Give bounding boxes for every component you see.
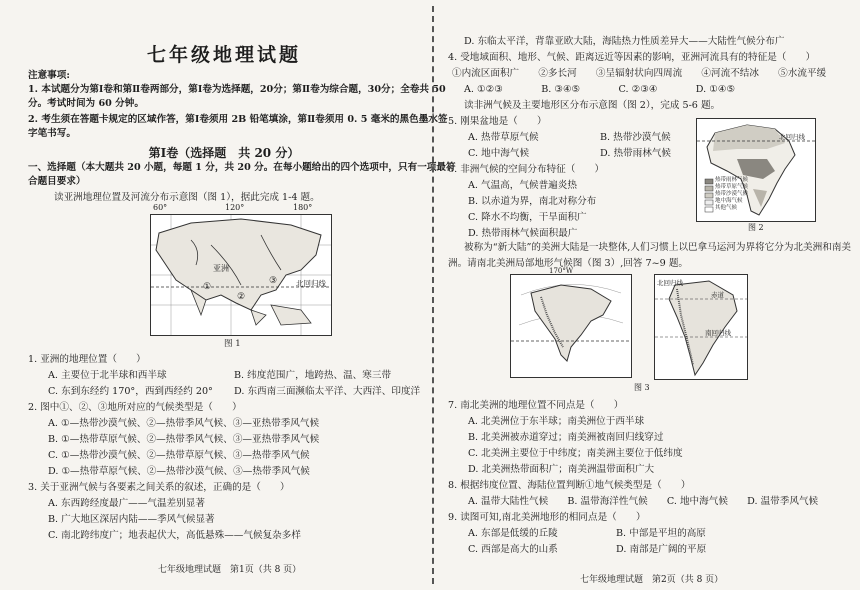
asia-map-graphic	[151, 215, 331, 335]
q2-option-d: D. ①—热带草原气候、②—热带沙漠气候、③—热带季风气候	[48, 466, 310, 477]
map3-caption: 图 3	[634, 383, 650, 392]
q2-option-a: A. ①—热带沙漠气候、②—热带季风气候、③—亚热带季风气候	[48, 418, 320, 429]
q9-stem: 9. 读图可知,南北美洲地形的相同点是（ ）	[448, 512, 646, 523]
tropic-capricorn-label: 南回归线	[705, 329, 731, 337]
page-footer: 七年级地理试题 第2页（共 8 页）	[580, 575, 724, 585]
q8-stem: 8. 根据纬度位置、海陆位置判断①地气候类型是（ ）	[448, 480, 691, 491]
q3-option-c: C. 南北跨纬度广；地表起伏大，高低悬殊——气候复杂多样	[48, 530, 301, 541]
q6-option-b: B. 以赤道为界，南北对称分布	[468, 196, 597, 207]
south-america-graphic	[655, 275, 747, 379]
page-2	[448, 0, 852, 590]
south-america-map	[654, 274, 748, 380]
map2-instruction: 读非洲气候及主要地形区分布示意图（图 2），完成 5-6 题。	[464, 100, 721, 111]
q5-option-a: A. 热带草原气候	[468, 132, 539, 143]
tropic-label: 北回归线	[296, 279, 326, 288]
q1-option-c: C. 东到东经约 170°，西到西经约 20°	[48, 386, 213, 397]
passage-line: 洲。请南北美洲局部地形气候图（图 3）,回答 7~9 题。	[448, 258, 689, 269]
q3-option-d: D. 东临太平洋，背靠亚欧大陆，海陆热力性质差异大——大陆性气候分布广	[464, 36, 785, 47]
q7-stem: 7. 南北美洲的地理位置不同点是（ ）	[448, 400, 624, 411]
q5-option-c: C. 地中海气候	[468, 148, 530, 159]
q2-option-b: B. ①—热带草原气候、②—热带季风气候、③—亚热带季风气候	[48, 434, 320, 445]
notice-line: 字笔书写。	[28, 128, 76, 139]
asia-map	[150, 203, 332, 336]
point-2: ②	[237, 292, 246, 302]
q7-option-a: A. 北美洲位于东半球；南美洲位于西半球	[468, 416, 645, 427]
tropic-cancer-label: 北回归线	[657, 279, 683, 287]
q1-option-b: B. 纬度范围广，地跨热、温、寒三带	[234, 370, 392, 381]
q1-stem: 1. 亚洲的地理位置（ ）	[28, 354, 146, 365]
q2-stem: 2. 图中①、②、③地所对应的气候类型是（ ）	[28, 402, 242, 413]
q5-stem: 5. 刚果盆地是（ ）	[448, 116, 547, 127]
notice-line: 2. 考生须在答题卡规定的区域作答，第Ⅰ卷须用 2B 铅笔填涂，第Ⅱ卷须用 0. 5 毫米的黑色墨水签	[28, 114, 448, 125]
section-title: 第Ⅰ卷（选择题 共 20 分）	[148, 146, 300, 160]
q3-option-a: A. 东西跨经度最广——气温差别显著	[48, 498, 205, 509]
q9-option-d: D. 南部是广阔的平原	[616, 544, 707, 555]
legend-item: 热带雨林气候	[715, 177, 749, 183]
notice-heading: 注意事项:	[28, 70, 70, 81]
q5-option-d: D. 热带雨林气候	[600, 148, 672, 159]
part-heading: 合题目要求）	[28, 176, 86, 187]
q1-option-a: A. 主要位于北半球和西半球	[48, 370, 167, 381]
map2-caption: 图 2	[748, 223, 764, 232]
q8-options: A. 温带大陆性气候 B. 温带海洋性气候 C. 地中海气候 D. 温带季风气候	[468, 496, 819, 507]
page-footer: 七年级地理试题 第1页（共 8 页）	[158, 565, 302, 575]
exam-title: 七年级地理试题	[146, 44, 301, 66]
q6-option-d: D. 热带雨林气候面积最广	[468, 228, 578, 239]
q5-option-b: B. 热带沙漠气候	[600, 132, 671, 143]
q2-option-c: C. ①—热带沙漠气候、②—热带草原气候、③—热带季风气候	[48, 450, 310, 461]
legend-item: 热带沙漠气候	[715, 191, 749, 197]
q7-option-c: C. 北美洲主要位于中纬度；南美洲主要位于低纬度	[468, 448, 683, 459]
notice-line: 1. 本试题分为第Ⅰ卷和第Ⅱ卷两部分，第Ⅰ卷为选择题，20分；第Ⅱ卷为综合题，30分；全卷共 50	[28, 84, 446, 95]
q3-option-b: B. 广大地区深居内陆——季风气候显著	[48, 514, 215, 525]
q3-stem: 3. 关于亚洲气候与各要素之间关系的叙述，正确的是（ ）	[28, 482, 290, 493]
q4-options: A. ①②③ B. ③④⑤ C. ②③④ D. ①④⑤	[464, 84, 736, 95]
lon-label: 170°W	[549, 267, 574, 275]
legend-item: 地中海气候	[715, 198, 743, 204]
q6-stem: 6. 非洲气候的空间分布特征（ ）	[448, 164, 605, 175]
q7-option-d: D. 北美洲热带面积广；南美洲温带面积广大	[468, 464, 655, 475]
q6-option-a: A. 气温高，气候普遍炎热	[468, 180, 577, 191]
lon-label: 120°	[225, 203, 245, 212]
q9-option-b: B. 中部是平坦的高原	[616, 528, 706, 539]
north-america-graphic	[511, 275, 631, 377]
part-heading: 一、选择题（本大题共 20 小题，每题 1 分，共 20 分。在每小题给出的四个选项中，只有一项最符	[28, 162, 456, 173]
point-1: ①	[203, 282, 212, 292]
q9-option-c: C. 西部是高大的山系	[468, 544, 558, 555]
map-instruction: 读亚洲地理位置及河流分布示意图（图 1），据此完成 1-4 题。	[54, 192, 320, 203]
legend-item: 热带草原气候	[715, 184, 749, 190]
notice-line: 分。考试时间为 60 分钟。	[28, 98, 144, 109]
q4-items: ①内流区面积广 ②多长河 ③呈辐射状向四周流 ④河流不结冰 ⑤水流平缓	[452, 68, 827, 79]
q7-option-b: B. 北美洲被赤道穿过；南美洲被南回归线穿过	[468, 432, 664, 443]
page-1	[28, 0, 456, 590]
q4-stem: 4. 受地域面积、地形、气候、距离远近等因素的影响，亚洲河流具有的特征是（ ）	[448, 52, 816, 63]
q1-option-d: D. 东西南三面濒临太平洋、大西洋、印度洋	[234, 386, 421, 397]
legend-item: 其他气候	[715, 205, 738, 211]
lon-label: 60°	[153, 203, 168, 212]
equator-label: 赤道	[711, 291, 724, 299]
page-divider	[432, 6, 434, 584]
q9-option-a: A. 东部是低缓的丘陵	[468, 528, 558, 539]
q6-option-c: C. 降水不均衡，干旱面积广	[468, 212, 587, 223]
tropic-label: 北回归线	[779, 133, 805, 141]
north-america-map	[510, 267, 632, 378]
africa-map	[696, 118, 816, 222]
map1-caption: 图 1	[224, 339, 241, 349]
passage-line: 被称为“新大陆”的美洲大陆是一块整体,人们习惯上以巴拿马运河为界将它分为北美洲和南美	[464, 242, 852, 253]
region-label: 亚洲	[213, 264, 229, 273]
lon-label: 180°	[293, 203, 313, 212]
point-3: ③	[269, 276, 278, 286]
